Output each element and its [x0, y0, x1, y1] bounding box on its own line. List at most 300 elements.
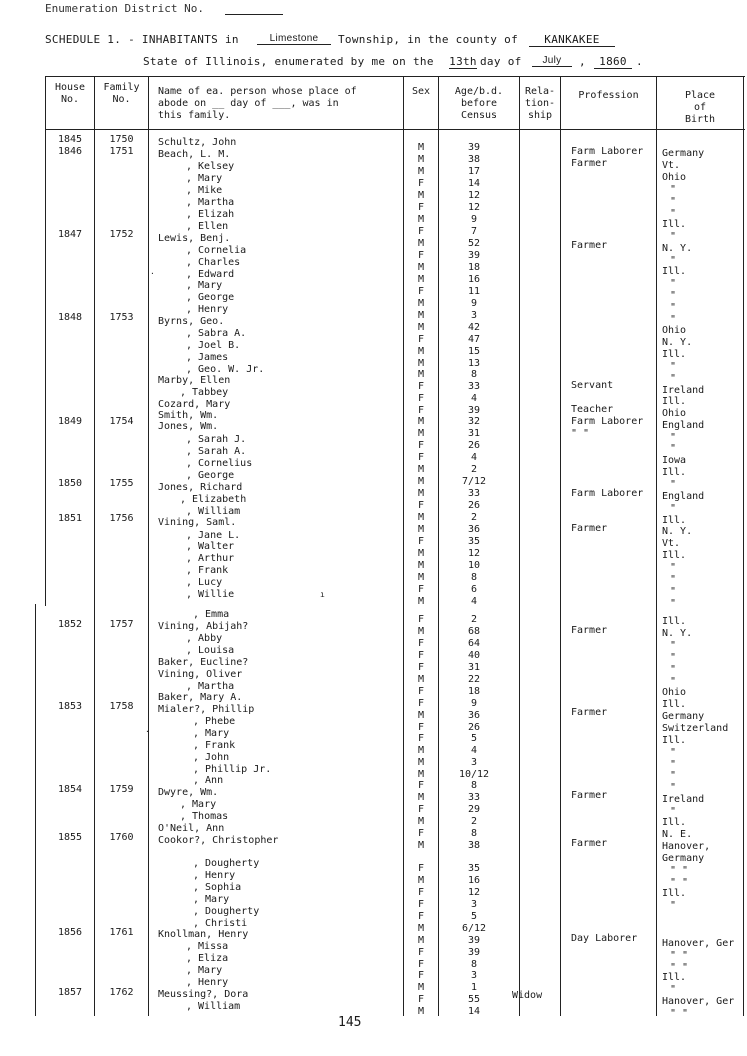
birthplace-value: Hanover, Ger	[662, 996, 735, 1007]
birthplace-value: "	[670, 503, 677, 514]
sex-value: M	[417, 572, 425, 583]
sex-value: F	[417, 405, 425, 416]
sex-value: M	[417, 190, 425, 201]
sex-value: F	[417, 804, 425, 815]
profession-value: Farm Laborer	[571, 488, 644, 499]
sex-value: M	[417, 875, 425, 886]
birthplace-value: "	[670, 373, 677, 384]
sex-value: M	[417, 238, 425, 249]
birthplace-value: "	[670, 574, 677, 585]
age-value: 39	[467, 405, 481, 416]
age-value: 8	[470, 572, 478, 583]
birthplace-value: "	[670, 640, 677, 651]
person-name: , Ann	[193, 775, 224, 786]
birthplace-value: Germany	[662, 711, 705, 722]
sex-value: F	[417, 202, 425, 213]
sex-value: F	[417, 662, 425, 673]
sex-value: M	[417, 476, 425, 487]
age-value: 35	[467, 536, 481, 547]
age-value: 7/12	[461, 476, 487, 487]
profession-value: Day Laborer	[571, 933, 638, 944]
sex-value: M	[417, 262, 425, 273]
sex-value: M	[417, 512, 425, 523]
sex-value: M	[417, 298, 425, 309]
family-number: 1754	[109, 416, 134, 427]
family-number: 1755	[109, 478, 134, 489]
age-value: 12	[467, 887, 481, 898]
sex-value: F	[417, 780, 425, 791]
age-value: 31	[467, 662, 481, 673]
person-name: , Henry	[186, 977, 229, 988]
birthplace-value: N. Y.	[662, 526, 693, 537]
person-name: , Joel B.	[186, 340, 241, 351]
sex-value: F	[417, 959, 425, 970]
sex-value: M	[417, 358, 425, 369]
person-name: Byrns, Geo.	[158, 316, 225, 327]
age-value: 16	[467, 875, 481, 886]
relationship-value: Widow	[512, 990, 543, 1001]
sex-value: F	[417, 722, 425, 733]
sex-value: F	[417, 334, 425, 345]
birthplace-value: Ireland	[662, 794, 705, 805]
person-name: , Elizah	[186, 209, 235, 220]
age-value: 38	[467, 840, 481, 851]
person-name: , Sabra A.	[186, 328, 247, 339]
age-value: 35	[467, 863, 481, 874]
age-value: 18	[467, 262, 481, 273]
age-value: 9	[470, 698, 478, 709]
sex-value: M	[417, 416, 425, 427]
person-name: , Mary	[193, 728, 230, 739]
age-value: 14	[467, 178, 481, 189]
person-name: Jones, Wm.	[158, 421, 219, 432]
age-value: 8	[470, 828, 478, 839]
profession-value: Farm Laborer	[571, 146, 644, 157]
birthplace-value: "	[670, 208, 677, 219]
birthplace-value: Ireland	[662, 385, 705, 396]
day-value: 13th	[449, 55, 477, 68]
person-name: Dwyre, Wm.	[158, 787, 219, 798]
profession-value: Farmer	[571, 707, 608, 718]
col-birth-header: Place of Birth	[684, 90, 716, 125]
person-name: Cozard, Mary	[158, 399, 231, 410]
profession-value: Farmer	[571, 158, 608, 169]
age-value: 12	[467, 202, 481, 213]
birthplace-value: Ill.	[662, 349, 687, 360]
stray-mark: ·	[150, 269, 155, 278]
sex-value: M	[417, 840, 425, 851]
age-value: 26	[467, 722, 481, 733]
person-name: , Cornelius	[186, 458, 253, 469]
person-name: , Abby	[186, 633, 223, 644]
person-name: , Edward	[186, 269, 235, 280]
house-number: 1856	[57, 927, 83, 938]
person-name: Knollman, Henry	[158, 929, 249, 940]
age-value: 4	[470, 745, 478, 756]
sex-value: F	[417, 226, 425, 237]
birthplace-value: "	[670, 652, 677, 663]
sex-value: M	[417, 674, 425, 685]
person-name: , Geo. W. Jr.	[186, 364, 265, 375]
sex-value: M	[417, 745, 425, 756]
birthplace-value: "	[670, 314, 677, 325]
age-value: 1	[470, 982, 478, 993]
township-county-label: Township, in the county of	[338, 33, 518, 46]
sex-value: M	[417, 710, 425, 721]
person-name: , Eliza	[186, 953, 229, 964]
birthplace-value: "	[670, 747, 677, 758]
sex-value: M	[417, 464, 425, 475]
birthplace-value: Ill.	[662, 219, 687, 230]
person-name: , George	[186, 292, 235, 303]
age-value: 4	[470, 596, 478, 607]
sex-value: F	[417, 638, 425, 649]
profession-value: " "	[571, 428, 590, 439]
age-value: 33	[467, 381, 481, 392]
birthplace-value: "	[670, 255, 677, 266]
person-name: Mialer?, Phillip	[158, 704, 255, 715]
family-number: 1758	[109, 701, 134, 712]
sex-value: M	[417, 310, 425, 321]
family-number: 1762	[109, 987, 134, 998]
person-name: , Henry	[193, 870, 236, 881]
sex-value: M	[417, 154, 425, 165]
age-value: 17	[467, 166, 481, 177]
sex-value: M	[417, 792, 425, 803]
house-number: 1857	[57, 987, 83, 998]
age-value: 39	[467, 935, 481, 946]
person-name: , Dougherty	[193, 858, 260, 869]
house-number: 1850	[57, 478, 83, 489]
family-number: 1751	[109, 146, 134, 157]
age-value: 3	[470, 899, 478, 910]
birthplace-value: "	[670, 664, 677, 675]
person-name: , Tabbey	[180, 387, 229, 398]
family-number: 1761	[109, 927, 134, 938]
birthplace-value: "	[670, 184, 677, 195]
county-value: KANKAKEE	[529, 33, 615, 47]
birthplace-value: " "	[670, 962, 689, 973]
family-number: 1757	[109, 619, 134, 630]
person-name: , William	[186, 1001, 241, 1012]
age-value: 39	[467, 142, 481, 153]
person-name: Meussing?, Dora	[158, 989, 249, 1000]
sex-value: M	[417, 274, 425, 285]
person-name: , Walter	[186, 541, 235, 552]
birthplace-value: Ill.	[662, 888, 687, 899]
birthplace-value: "	[670, 231, 677, 242]
house-number: 1854	[57, 784, 83, 795]
period: .	[636, 55, 643, 68]
age-value: 26	[467, 440, 481, 451]
birthplace-value: " "	[670, 1008, 689, 1019]
birthplace-value: "	[670, 598, 677, 609]
age-value: 6/12	[461, 923, 487, 934]
house-number: 1847	[57, 229, 83, 240]
birthplace-value: Ill.	[662, 515, 687, 526]
person-name: , Martha	[186, 681, 235, 692]
sex-value: M	[417, 816, 425, 827]
age-value: 10	[467, 560, 481, 571]
family-number: 1752	[109, 229, 134, 240]
house-number: 1849	[57, 416, 83, 427]
sex-value: M	[417, 488, 425, 499]
age-value: 2	[470, 816, 478, 827]
person-name: , Phillip Jr.	[193, 764, 272, 775]
family-number: 1756	[109, 513, 134, 524]
person-name: , Missa	[186, 941, 229, 952]
sex-value: M	[417, 166, 425, 177]
person-name: , Frank	[193, 740, 236, 751]
birthplace-value: "	[670, 432, 677, 443]
birthplace-value: Ohio	[662, 325, 687, 336]
age-value: 3	[470, 970, 478, 981]
birthplace-value: Ill.	[662, 550, 687, 561]
sex-value: M	[417, 322, 425, 333]
state-line: State of Illinois, enumerated by me on the	[143, 55, 434, 68]
family-number: 1753	[109, 312, 134, 323]
birthplace-value: "	[670, 479, 677, 490]
profession-value: Farmer	[571, 523, 608, 534]
birthplace-value: N. Y.	[662, 337, 693, 348]
age-value: 11	[467, 286, 481, 297]
age-value: 18	[467, 686, 481, 697]
person-name: Vining, Oliver	[158, 669, 243, 680]
sex-value: F	[417, 947, 425, 958]
sex-value: F	[417, 440, 425, 451]
house-number: 1853	[57, 701, 83, 712]
sex-value: F	[417, 887, 425, 898]
person-name: , Mike	[186, 185, 223, 196]
age-value: 39	[467, 250, 481, 261]
sex-value: M	[417, 142, 425, 153]
age-value: 8	[470, 369, 478, 380]
person-name: , Elizabeth	[180, 494, 247, 505]
family-number: 1759	[109, 784, 134, 795]
col-house-header: House No.	[54, 82, 86, 105]
person-name: , Mary	[180, 799, 217, 810]
person-name: Lewis, Benj.	[158, 233, 231, 244]
age-value: 32	[467, 416, 481, 427]
birthplace-value: Ill.	[662, 467, 687, 478]
person-name: , John	[193, 752, 230, 763]
person-name: Baker, Eucline?	[158, 657, 249, 668]
year-value: 1860	[594, 55, 632, 69]
person-name: , Mary	[193, 894, 230, 905]
age-value: 33	[467, 488, 481, 499]
birthplace-value: "	[670, 361, 677, 372]
age-value: 8	[470, 959, 478, 970]
birthplace-value: N. E.	[662, 829, 693, 840]
person-name: , Christi	[193, 918, 248, 929]
house-number: 1851	[57, 513, 83, 524]
birthplace-value: Ohio	[662, 687, 687, 698]
person-name: , Kelsey	[186, 161, 235, 172]
sex-value: F	[417, 178, 425, 189]
col-profession-header: Profession	[578, 90, 639, 101]
birthplace-value: Germany	[662, 148, 705, 159]
house-number: 1855	[57, 832, 83, 843]
birthplace-value: Ill.	[662, 817, 687, 828]
birthplace-value: "	[670, 759, 677, 770]
birthplace-value: Hanover,	[662, 841, 711, 852]
sex-value: M	[417, 626, 425, 637]
sex-value: M	[417, 596, 425, 607]
person-name: , Sarah J.	[186, 434, 247, 445]
birthplace-value: Vt.	[662, 160, 681, 171]
person-name: , Ellen	[186, 221, 229, 232]
birthplace-value: "	[670, 562, 677, 573]
age-value: 42	[467, 322, 481, 333]
person-name: , Mary	[186, 965, 223, 976]
profession-value: Farmer	[571, 790, 608, 801]
person-name: Vining, Saml.	[158, 517, 237, 528]
birthplace-value: England	[662, 491, 705, 502]
sex-value: F	[417, 584, 425, 595]
sex-value: F	[417, 698, 425, 709]
age-value: 40	[467, 650, 481, 661]
age-value: 68	[467, 626, 481, 637]
age-value: 12	[467, 548, 481, 559]
family-number: 1760	[109, 832, 134, 843]
profession-value: Farmer	[571, 838, 608, 849]
birthplace-value: Ill.	[662, 735, 687, 746]
house-number: 1845	[57, 134, 83, 145]
birthplace-value: "	[670, 782, 677, 793]
age-value: 47	[467, 334, 481, 345]
profession-value: Farmer	[571, 625, 608, 636]
sex-value: M	[417, 346, 425, 357]
profession-value: Farmer	[571, 240, 608, 251]
person-name: , Willie	[186, 589, 235, 600]
birthplace-value: Switzerland	[662, 723, 729, 734]
sex-value: M	[417, 369, 425, 380]
birthplace-value: "	[670, 196, 677, 207]
col-family-header: Family No.	[103, 82, 140, 105]
sex-value: F	[417, 614, 425, 625]
age-value: 9	[470, 298, 478, 309]
person-name: , Frank	[186, 565, 229, 576]
birthplace-value: " "	[670, 877, 689, 888]
col-relation-header: Rela- tion- ship	[524, 86, 556, 121]
house-number: 1846	[57, 146, 83, 157]
birthplace-value: Ohio	[662, 408, 687, 419]
birthplace-value: Ill.	[662, 266, 687, 277]
age-value: 10/12	[458, 769, 490, 780]
age-value: 3	[470, 757, 478, 768]
sex-value: M	[417, 428, 425, 439]
birthplace-value: Hanover, Ger	[662, 938, 735, 949]
sex-value: F	[417, 911, 425, 922]
age-value: 22	[467, 674, 481, 685]
age-value: 8	[470, 780, 478, 791]
profession-value: Farm Laborer	[571, 416, 644, 427]
age-value: 14	[467, 1006, 481, 1017]
month-value: July	[532, 55, 572, 67]
house-number: 1852	[57, 619, 83, 630]
age-value: 52	[467, 238, 481, 249]
birthplace-value: "	[670, 676, 677, 687]
person-name: , Dougherty	[193, 906, 260, 917]
township-value: Limestone	[257, 33, 331, 45]
person-name: , Sophia	[193, 882, 242, 893]
profession-value: Teacher	[571, 404, 614, 415]
sex-value: M	[417, 524, 425, 535]
person-name: , Mary	[186, 173, 223, 184]
person-name: Jones, Richard	[158, 482, 243, 493]
birthplace-value: Ill.	[662, 396, 687, 407]
sex-value: M	[417, 935, 425, 946]
age-value: 36	[467, 524, 481, 535]
birthplace-value: "	[670, 302, 677, 313]
age-value: 38	[467, 154, 481, 165]
person-name: Cookor?, Christopher	[158, 835, 279, 846]
age-value: 2	[470, 614, 478, 625]
birthplace-value: "	[670, 806, 677, 817]
person-name: , Martha	[186, 197, 235, 208]
family-number: 1750	[109, 134, 134, 145]
person-name: , Phebe	[193, 716, 236, 727]
sex-value: F	[417, 828, 425, 839]
sex-value: F	[417, 393, 425, 404]
stray-mark: ı	[320, 590, 325, 599]
age-value: 5	[470, 733, 478, 744]
birthplace-value: "	[670, 770, 677, 781]
person-name: , William	[186, 506, 241, 517]
person-name: , Charles	[186, 257, 241, 268]
age-value: 16	[467, 274, 481, 285]
age-value: 5	[470, 911, 478, 922]
birthplace-value: Ill.	[662, 699, 687, 710]
col-age-header: Age/b.d. before Census	[454, 86, 504, 121]
enumeration-district-label: Enumeration District No.	[45, 2, 204, 15]
birthplace-value: England	[662, 420, 705, 431]
day-of-label: day of	[480, 55, 522, 68]
sex-value: F	[417, 452, 425, 463]
person-name: Vining, Abijah?	[158, 621, 249, 632]
person-name: , Cornelia	[186, 245, 247, 256]
person-name: , Henry	[186, 304, 229, 315]
page-number: 145	[338, 1015, 362, 1030]
sex-value: M	[417, 769, 425, 780]
col-name-header: Name of ea. person whose place of abode on __ day of ___, was in this family.	[158, 86, 357, 121]
birthplace-value: Iowa	[662, 455, 687, 466]
age-value: 33	[467, 792, 481, 803]
age-value: 31	[467, 428, 481, 439]
schedule-line: SCHEDULE 1. - INHABITANTS in	[45, 33, 239, 46]
sex-value: F	[417, 536, 425, 547]
person-name: Schultz, John	[158, 137, 237, 148]
stray-mark: ·	[145, 727, 150, 736]
birthplace-value: "	[670, 443, 677, 454]
sex-value: F	[417, 733, 425, 744]
person-name: , Jane L.	[186, 530, 241, 541]
sex-value: F	[417, 250, 425, 261]
birthplace-value: Vt.	[662, 538, 681, 549]
birthplace-value: Ill.	[662, 972, 687, 983]
birthplace-value: Ill.	[662, 616, 687, 627]
age-value: 29	[467, 804, 481, 815]
comma: ,	[579, 55, 586, 68]
birthplace-value: "	[670, 900, 677, 911]
person-name: , Louisa	[186, 645, 235, 656]
sex-value: F	[417, 500, 425, 511]
age-value: 3	[470, 310, 478, 321]
person-name: Beach, L. M.	[158, 149, 231, 160]
birthplace-value: N. Y.	[662, 243, 693, 254]
person-name: , George	[186, 470, 235, 481]
person-name: , Arthur	[186, 553, 235, 564]
